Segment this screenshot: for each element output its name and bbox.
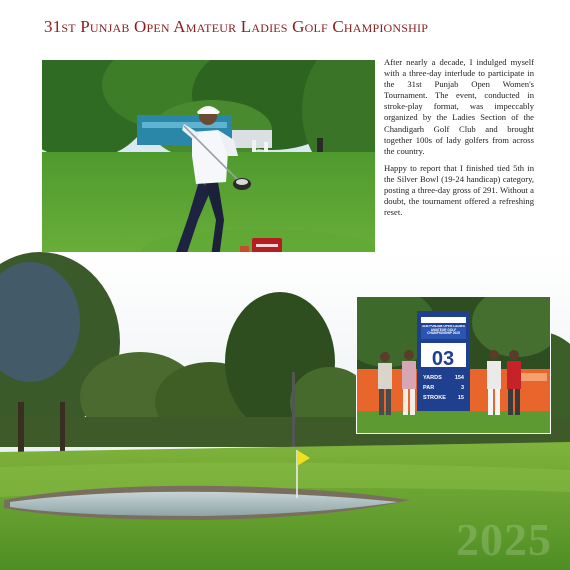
page-title: 31st Punjab Open Amateur Ladies Golf Championship [44,17,429,36]
article-text [384,57,534,224]
hole-board-row-label-1: YARDS [423,375,442,381]
hole-board-header: 31st PUNJAB OPEN LADIES AMATEUR GOLF CHAMPIONSHIP 2025 [422,325,465,336]
group-photo-hole-board [356,296,551,434]
golfer-swing-photo [42,60,375,281]
hole-board-row-label-2: PAR [423,385,435,391]
year-watermark: 2025 [456,514,552,565]
hole-board-row-value-1: 154 [454,375,464,381]
article-paragraph-2: Happy to report that I finished tied 5th in the Silver Bowl (19-24 handicap) category, posting a three-day gross of 291. Without a doubt, the tournament offered a refreshing reset. [384,162,534,218]
article-paragraph-1: After nearly a decade, I indulged myself with a three-day interlude to participate in the 31st Punjab Open Women's Tournament. The event, conducted in stroke-play format, was impeccably organized by the Ladies Section of the Chandigarh Golf Club and brought together 100s of lady golfers from across the country. [384,57,534,156]
hole-board-row-value-2: 3 [460,385,464,391]
hole-board-row-label-3: STROKE [423,395,446,401]
hole-board-number: 03 [431,348,455,370]
hole-board-row-value-3: 15 [457,395,464,401]
